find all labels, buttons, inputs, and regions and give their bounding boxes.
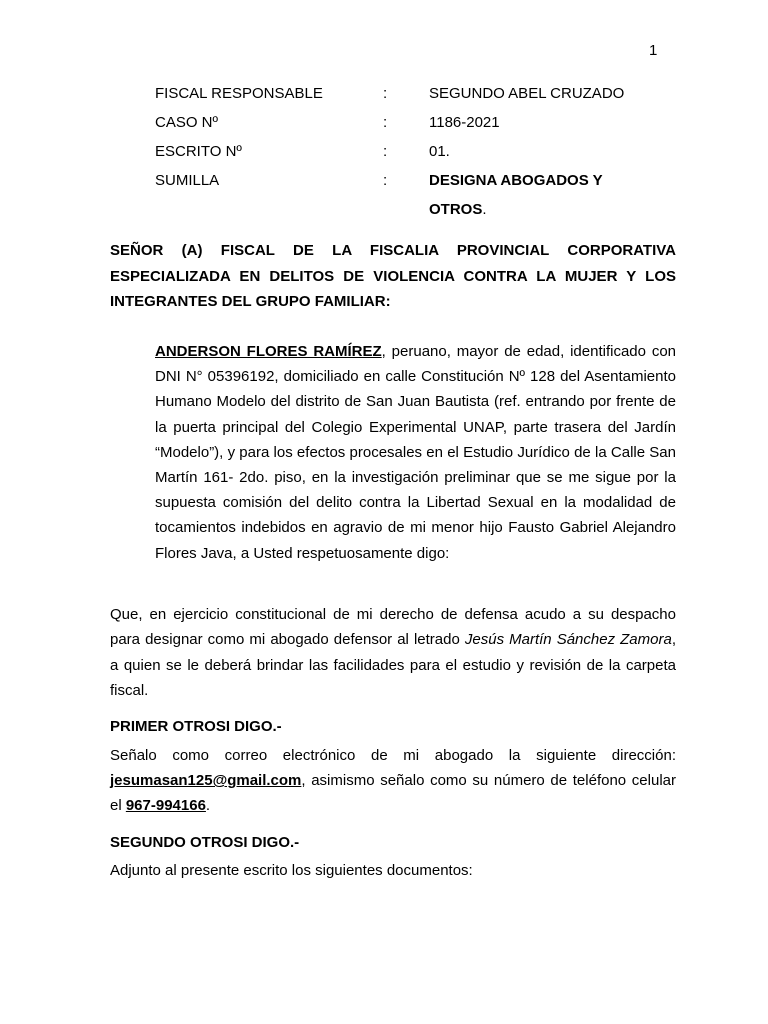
- header-colon: :: [383, 143, 388, 160]
- addressee: SEÑOR (A) FISCAL DE LA FISCALIA PROVINCIAL CORPORATIVA ESPECIALIZADA EN DELITOS DE VIOLENCIA CONTRA LA MUJER Y LOS INTEGRANTES DEL GRUPO FAMILIAR:: [110, 242, 676, 310]
- petitioner-name: ANDERSON FLORES RAMÍREZ: [155, 343, 382, 360]
- header-label: ESCRITO Nº: [155, 143, 242, 160]
- para2-after: .: [205, 797, 211, 815]
- primer-otrosi-paragraph: [110, 743, 676, 819]
- header-colon: :: [383, 85, 388, 102]
- header-value: 01.: [429, 143, 450, 160]
- para2-middle: , asimismo señalo como su número de teléfono celular el: [110, 772, 676, 815]
- sumilla-cont: OTROS: [429, 201, 483, 218]
- para1-after: , a quien se le deberá brindar las facilidades para el estudio y revisión de la carpeta fiscal.: [110, 631, 676, 699]
- lawyer-phone: 967-994166: [125, 797, 206, 815]
- intro-text: , peruano, mayor de edad, identificado con DNI N° 05396192, domiciliado en calle Constitución Nº 128 del Asentamiento Humano Modelo del distrito de San Juan Bautista (ref. entrando por frente de la puerta principal del Colegio Experimental UNAP, parte trasera del Jardín “Modelo”), y para los efectos procesales en el Estudio Jurídico de la Calle San Martín 161- 2do. piso, en la investigación preliminar que se me sigue por la supuesta comisión del delito contra la Libertad Sexual en la modalidad de tocamientos indebidos en agravio de mi menor hijo Fausto Gabriel Alejandro Flores Java, a Usted respetuosamente digo:: [155, 343, 676, 562]
- primer-otrosi-heading: PRIMER OTROSI DIGO.-: [110, 718, 282, 735]
- designation-paragraph: [110, 602, 676, 703]
- page-number: 1: [649, 42, 658, 59]
- header-value: DESIGNA ABOGADOS Y: [429, 172, 603, 189]
- header-value-cont: [429, 198, 487, 222]
- segundo-otrosi-text: Adjunto al presente escrito los siguientes documentos:: [110, 862, 473, 879]
- header-colon: :: [383, 114, 388, 131]
- sumilla-end: .: [482, 201, 487, 218]
- lawyer-name: Jesús Martín Sánchez Zamora: [464, 631, 672, 649]
- header-colon: :: [383, 172, 388, 189]
- para2-before: Señalo como correo electrónico de mi abogado la siguiente dirección:: [110, 747, 676, 764]
- header-value: 1186-2021: [429, 114, 500, 131]
- intro-paragraph: [155, 339, 676, 566]
- lawyer-email: jesumasan125@gmail.com: [110, 772, 302, 790]
- para1-before: Que, en ejercicio constitucional de mi derecho de defensa acudo a su despacho para designar como mi abogado defensor al letrado: [110, 606, 676, 649]
- header-label: CASO Nº: [155, 114, 218, 131]
- segundo-otrosi-heading: SEGUNDO OTROSI DIGO.-: [110, 834, 300, 851]
- header-label: FISCAL RESPONSABLE: [155, 85, 323, 102]
- header-value: SEGUNDO ABEL CRUZADO: [429, 85, 625, 102]
- header-label: SUMILLA: [155, 172, 220, 189]
